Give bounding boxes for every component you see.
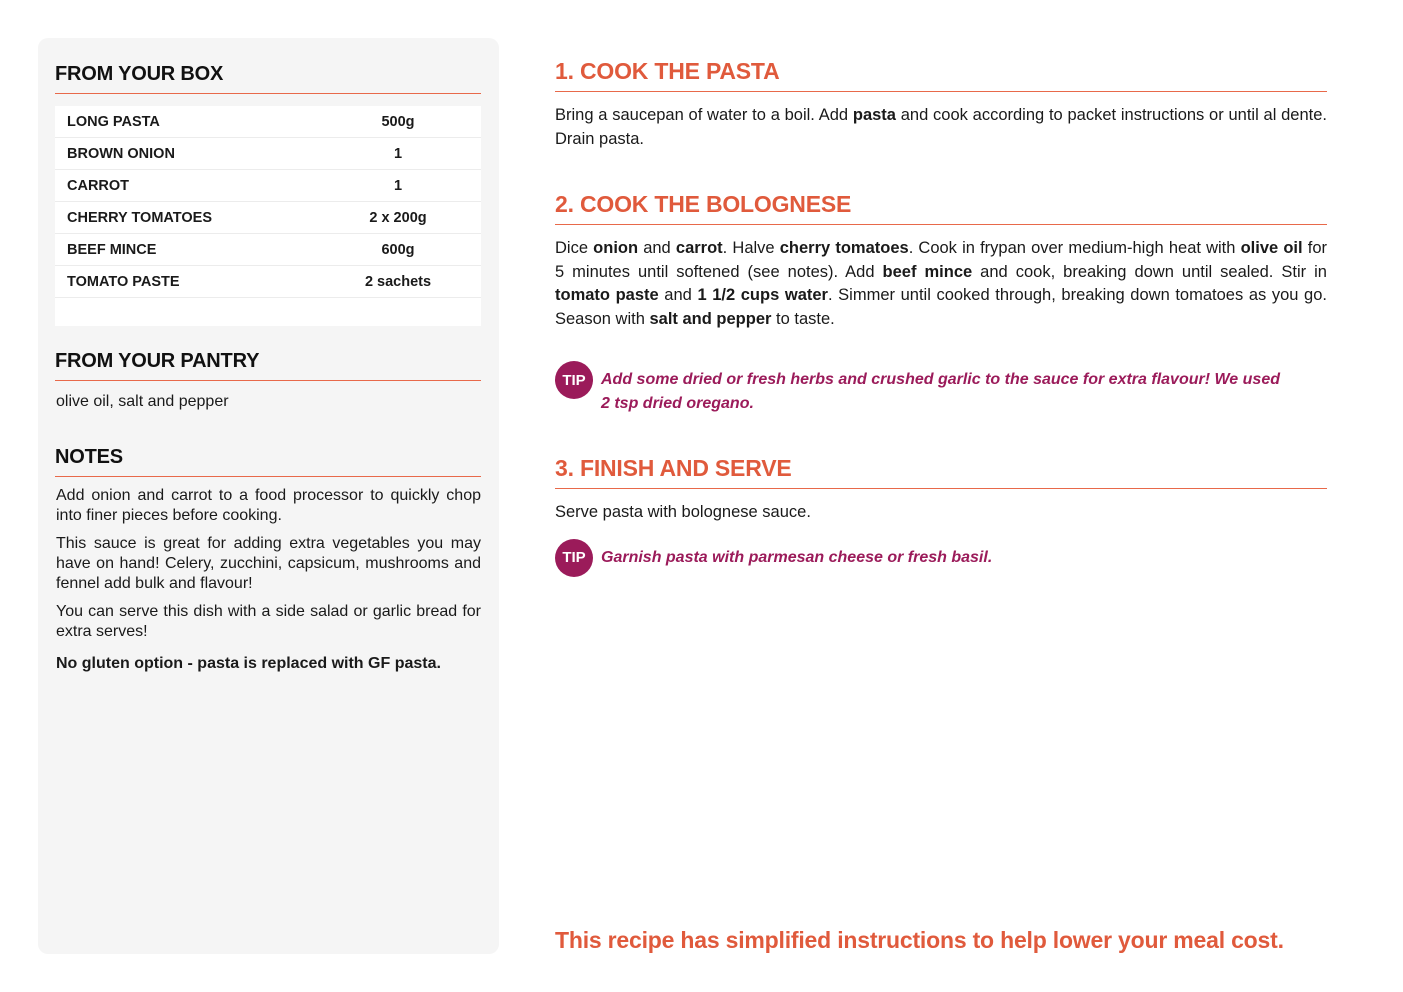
step-text-run: . Cook in frypan over medium-high heat with [908,239,1241,257]
ingredient-quantity: 1 [393,177,403,194]
ingredient-quantity: 500g [381,113,415,130]
ingredient-name: LONG PASTA [67,113,160,130]
ingredients-panel [38,38,499,954]
note-paragraph: Add onion and carrot to a food processor to quickly chop into finer pieces before cooking. [56,487,481,524]
tip-text: Garnish pasta with parmesan cheese or fresh basil. [601,548,993,566]
step-title: 1. COOK THE PASTA [555,58,1327,92]
step-text-run: and [638,239,676,257]
ingredient-name: TOMATO PASTE [67,273,180,290]
ingredient-row [55,106,481,138]
step-title: 3. FINISH AND SERVE [555,455,1327,489]
step-text-run: Serve pasta with bolognese sauce. [555,503,811,521]
ingredient-row [55,266,481,298]
step-ingredient-highlight: tomato paste [555,286,659,304]
tip-text: Add some dried or fresh herbs and crushed garlic to the sauce for extra flavour! We used 2 tsp dried oregano. [601,371,1280,412]
step-ingredient-highlight: 1 1/2 cups water [697,286,828,304]
ingredient-name: CHERRY TOMATOES [67,209,213,226]
method-steps [555,58,1327,577]
ingredient-quantity: 2 x 200g [369,209,427,226]
notes-title: NOTES [55,446,481,477]
note-paragraph: You can serve this dish with a side salad or garlic bread for extra serves! [56,603,481,640]
note-paragraph: This sauce is great for adding extra vegetables you may have on hand! Celery, zucchini, capsicum, mushrooms and fennel add bulk and flavour! [56,535,481,592]
step-text-run: for 5 minutes until softened (see notes). Add [555,239,1327,281]
step-2 [555,191,1327,415]
tip [555,361,1327,415]
ingredient-row [55,234,481,266]
ingredient-quantity: 600g [381,241,415,258]
ingredient-quantity: 1 [393,145,403,162]
from-your-pantry-title: FROM YOUR PANTRY [55,350,481,381]
ingredient-name: BEEF MINCE [67,241,157,258]
step-text-run: and cook according to packet instructions or until al dente. Drain pasta. [555,106,1328,148]
tip-badge: TIP [555,539,593,577]
step-ingredient-highlight: cherry tomatoes [779,239,909,257]
step-ingredient-highlight: salt and pepper [649,309,772,328]
tip [555,539,1327,577]
step-title: 2. COOK THE BOLOGNESE [555,191,1327,225]
ingredient-quantity: 2 sachets [364,273,432,290]
step-3 [555,455,1327,577]
step-ingredient-highlight: olive oil [1240,239,1303,257]
gluten-free-note: No gluten option - pasta is replaced with GF pasta. [56,655,441,672]
pantry-items: olive oil, salt and pepper [56,393,229,410]
step-text-run: Dice [555,239,594,257]
step-text-run: Bring a saucepan of water to a boil. Add [555,106,853,124]
step-text [555,104,1327,151]
ingredient-row [55,170,481,202]
step-ingredient-highlight: carrot [675,239,723,257]
notes-list [56,486,481,682]
step-text-run: . Simmer until cooked through, breaking down tomatoes as you go. Season with [555,286,1327,328]
ingredient-row [55,202,481,234]
step-text [555,501,1327,525]
step-text-run: and cook, breaking down until sealed. Stir in [972,262,1327,281]
ingredient-name: BROWN ONION [67,145,175,162]
step-text-run: . Halve [722,239,780,257]
step-ingredient-highlight: pasta [852,106,896,124]
step-text-run: and [658,286,698,304]
from-your-box-title: FROM YOUR BOX [55,63,481,94]
step-ingredient-highlight: beef mince [882,262,973,281]
step-text-run: to taste. [771,309,835,328]
tip-badge: TIP [555,361,593,399]
step-text [555,237,1327,331]
ingredient-row [55,138,481,170]
ingredient-name: CARROT [67,177,130,194]
box-ingredients-table [55,106,481,326]
step-ingredient-highlight: onion [593,239,639,257]
step-1 [555,58,1327,151]
footer-note: This recipe has simplified instructions to help lower your meal cost. [555,927,1284,953]
